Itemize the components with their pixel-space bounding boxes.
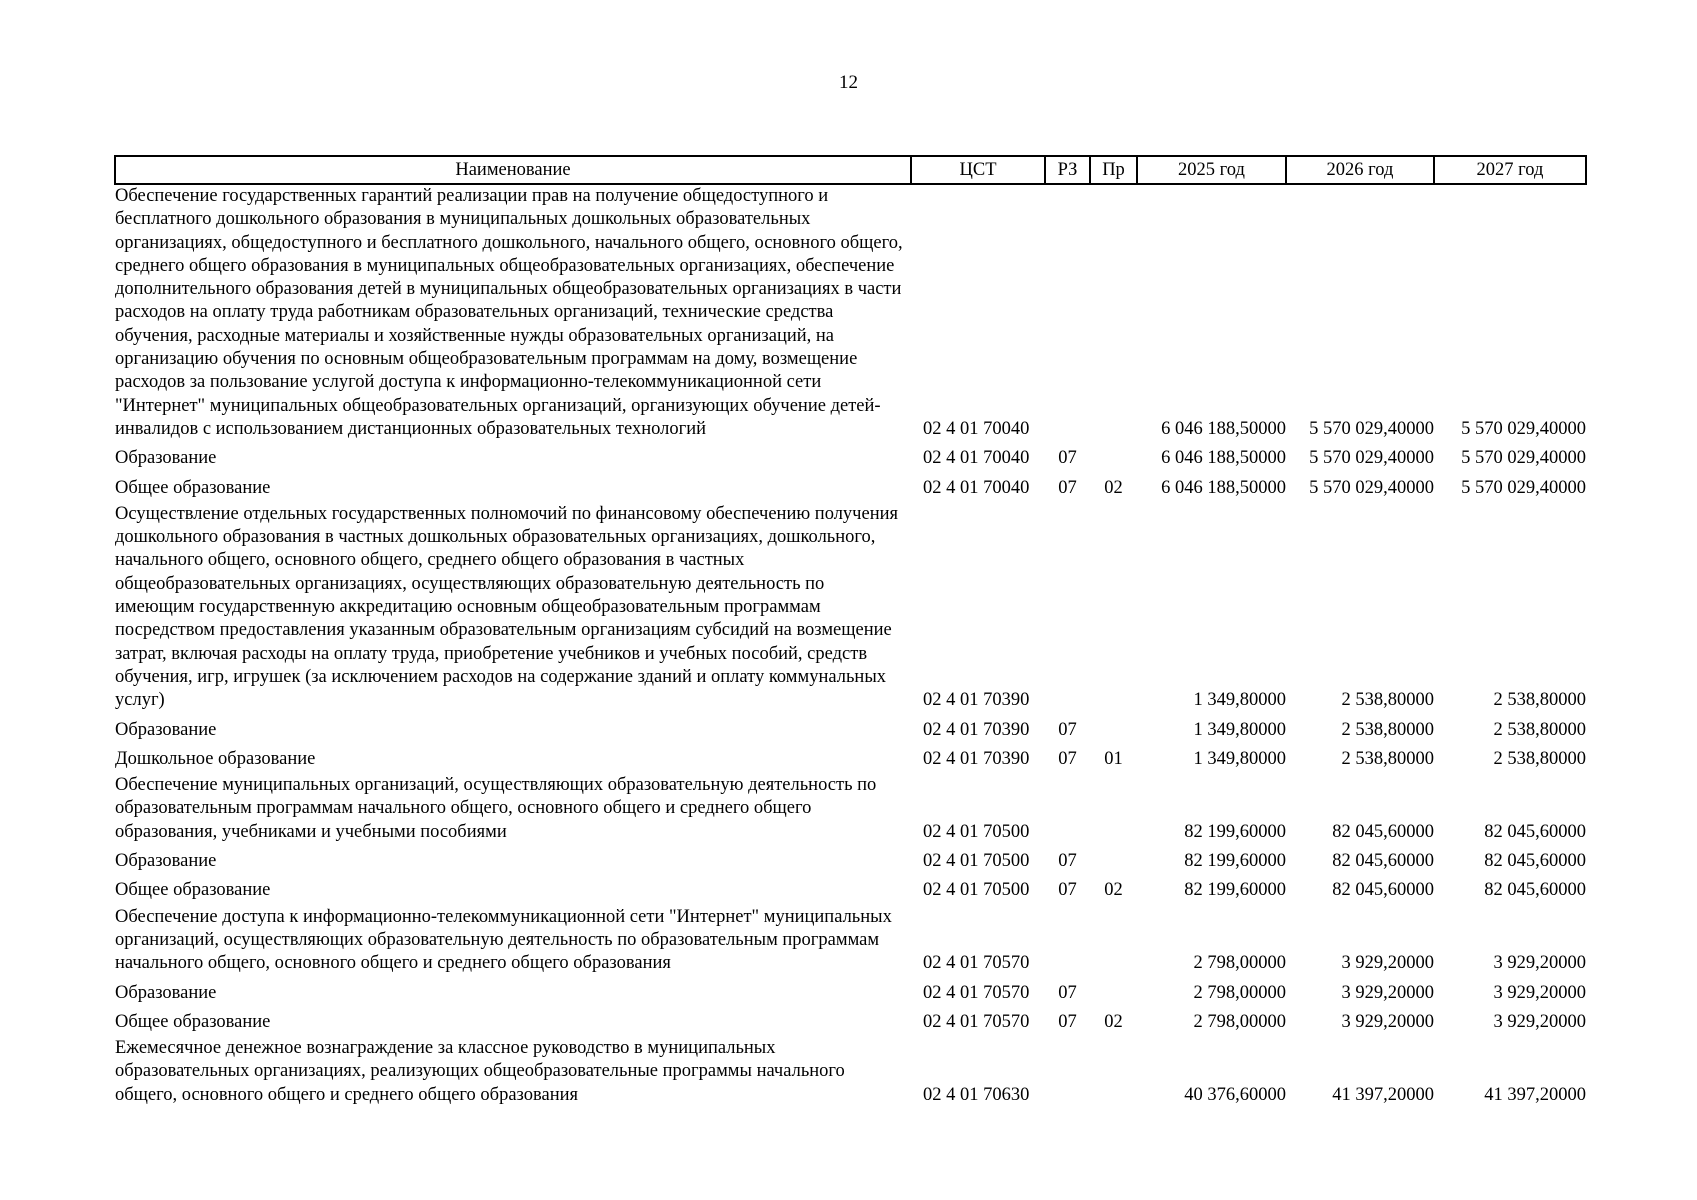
row-2025: 6 046 188,50000: [1161, 477, 1286, 498]
row-rz: 07: [1058, 477, 1077, 498]
row-2025: 82 199,60000: [1184, 851, 1286, 872]
table-row: [115, 876, 1586, 905]
header-rz: РЗ: [1045, 156, 1090, 184]
row-pr: [1090, 774, 1137, 847]
row-pr: [1090, 444, 1137, 473]
row-2027: 82 045,60000: [1484, 851, 1586, 872]
row-2025: 6 046 188,50000: [1161, 448, 1286, 469]
row-2025: 1 349,80000: [1193, 690, 1286, 711]
row-cst: 02 4 01 70040: [923, 418, 1030, 439]
row-cst: 02 4 01 70500: [923, 851, 1030, 872]
row-2026: 3 929,20000: [1341, 953, 1434, 974]
row-pr: [1090, 503, 1137, 716]
row-2025: 6 046 188,50000: [1161, 418, 1286, 439]
header-row: [115, 156, 1586, 184]
row-2025: 1 349,80000: [1193, 719, 1286, 740]
row-2026: 5 570 029,40000: [1309, 477, 1434, 498]
row-name: Ежемесячное денежное вознаграждение за классное руководство в муниципальных образовательных организациях, реализующих общеобразовательные программы начального общего, основного общего и среднего общего образования: [115, 1038, 845, 1105]
row-name: Обеспечение государственных гарантий реализации прав на получение общедоступного и бесплатного дошкольного образования в муниципальных дошкольных образовательных организациях, общедоступного и бесплатного дошкольного, начального общего, основного общего, среднего общего образования в муниципальных общеобразовательных организациях, обеспечение дополнительного образования детей в муниципальных общеобразовательных организациях в части расходов на оплату труда работникам образовательных организаций, технические средства обучения, расходные материалы и хозяйственные нужды образовательных организаций, на организацию обучения по основным общеобразовательным программам на дому, возмещение расходов за пользование услугой доступа к информационно-телекоммуникационной сети "Интернет" муниципальных общеобразовательных организаций, организующих обучение детей-инвалидов с использованием дистанционных образовательных технологий: [115, 186, 903, 439]
row-name: Общее образование: [115, 477, 271, 498]
page-number: 12: [839, 72, 858, 93]
row-cst: 02 4 01 70570: [923, 982, 1030, 1003]
table-row: [115, 444, 1586, 473]
row-2026: 82 045,60000: [1332, 880, 1434, 901]
row-name: Образование: [115, 851, 217, 872]
row-2025: 40 376,60000: [1184, 1084, 1286, 1105]
header-2027: 2027 год: [1434, 156, 1586, 184]
table-row: [115, 184, 1586, 444]
table-row: [115, 745, 1586, 774]
row-2027: 2 538,80000: [1493, 748, 1586, 769]
row-pr: 01: [1104, 748, 1123, 769]
row-2026: 3 929,20000: [1341, 1011, 1434, 1032]
row-cst: 02 4 01 70040: [923, 477, 1030, 498]
row-2026: 3 929,20000: [1341, 982, 1434, 1003]
row-name: Дошкольное образование: [115, 748, 316, 769]
row-cst: 02 4 01 70500: [923, 821, 1030, 842]
row-2027: 5 570 029,40000: [1461, 477, 1586, 498]
row-cst: 02 4 01 70040: [923, 448, 1030, 469]
row-2026: 2 538,80000: [1341, 690, 1434, 711]
row-rz: [1045, 906, 1090, 979]
row-2027: 82 045,60000: [1484, 821, 1586, 842]
header-name: Наименование: [115, 156, 911, 184]
row-2027: 3 929,20000: [1493, 1011, 1586, 1032]
row-cst: 02 4 01 70390: [923, 690, 1030, 711]
row-cst: 02 4 01 70630: [923, 1084, 1030, 1105]
row-pr: 02: [1104, 1011, 1123, 1032]
header-pr: Пр: [1090, 156, 1137, 184]
row-2025: 2 798,00000: [1193, 953, 1286, 974]
row-pr: 02: [1104, 880, 1123, 901]
row-cst: 02 4 01 70390: [923, 719, 1030, 740]
table-row: [115, 503, 1586, 716]
row-2027: 5 570 029,40000: [1461, 418, 1586, 439]
row-pr: [1090, 847, 1137, 876]
row-2025: 82 199,60000: [1184, 880, 1286, 901]
table-header: [115, 156, 1586, 184]
row-rz: [1045, 774, 1090, 847]
row-rz: 07: [1058, 748, 1077, 769]
row-name: Образование: [115, 719, 217, 740]
row-2027: 41 397,20000: [1484, 1084, 1586, 1105]
row-2027: 2 538,80000: [1493, 719, 1586, 740]
row-rz: 07: [1058, 1011, 1077, 1032]
row-2025: 82 199,60000: [1184, 821, 1286, 842]
row-pr: 02: [1104, 477, 1123, 498]
row-pr: [1090, 979, 1137, 1008]
row-2026: 2 538,80000: [1341, 719, 1434, 740]
row-rz: 07: [1058, 448, 1077, 469]
row-name: Образование: [115, 448, 217, 469]
row-rz: [1045, 184, 1090, 444]
row-cst: 02 4 01 70570: [923, 953, 1030, 974]
header-cst: ЦСТ: [911, 156, 1045, 184]
row-2027: 3 929,20000: [1493, 953, 1586, 974]
row-name: Общее образование: [115, 880, 271, 901]
row-rz: 07: [1058, 880, 1077, 901]
row-name: Осуществление отдельных государственных полномочий по финансовому обеспечению получения дошкольного образования в частных дошкольных образовательных организациях, дошкольного, начального общего, основного общего, среднего общего образования в частных общеобразовательных организациях, осуществляющих образовательную деятельность по имеющим государственную аккредитацию основным общеобразовательным программам посредством предоставления указанным образовательным организациям субсидий на возмещение затрат, включая расходы на оплату труда, приобретение учебников и учебных пособий, средств обучения, игр, игрушек (за исключением расходов на содержание зданий и оплату коммунальных услуг): [115, 503, 899, 711]
table-row: [115, 716, 1586, 745]
table-row: [115, 474, 1586, 503]
row-2026: 82 045,60000: [1332, 821, 1434, 842]
row-cst: 02 4 01 70570: [923, 1011, 1030, 1032]
row-2026: 82 045,60000: [1332, 851, 1434, 872]
row-name: Образование: [115, 982, 217, 1003]
table-row: [115, 906, 1586, 979]
row-pr: [1090, 1037, 1137, 1110]
header-2026: 2026 год: [1286, 156, 1434, 184]
row-pr: [1090, 184, 1137, 444]
header-2025: 2025 год: [1137, 156, 1286, 184]
row-name: Общее образование: [115, 1011, 271, 1032]
row-2026: 5 570 029,40000: [1309, 418, 1434, 439]
row-rz: [1045, 1037, 1090, 1110]
row-2025: 2 798,00000: [1193, 1011, 1286, 1032]
row-2026: 5 570 029,40000: [1309, 448, 1434, 469]
budget-table: [114, 155, 1587, 1110]
table-row: [115, 774, 1586, 847]
row-2026: 41 397,20000: [1332, 1084, 1434, 1105]
table-row: [115, 847, 1586, 876]
row-2025: 1 349,80000: [1193, 748, 1286, 769]
row-2027: 2 538,80000: [1493, 690, 1586, 711]
table-row: [115, 1008, 1586, 1037]
row-2027: 5 570 029,40000: [1461, 448, 1586, 469]
row-cst: 02 4 01 70500: [923, 880, 1030, 901]
row-pr: [1090, 716, 1137, 745]
row-rz: 07: [1058, 719, 1077, 740]
row-name: Обеспечение доступа к информационно-телекоммуникационной сети "Интернет" муниципальных организаций, осуществляющих образовательную деятельность по образовательным программам начального общего, основного общего и среднего общего образования: [115, 906, 892, 974]
row-2027: 3 929,20000: [1493, 982, 1586, 1003]
table-body: [115, 184, 1586, 1110]
table-row: [115, 979, 1586, 1008]
row-pr: [1090, 906, 1137, 979]
row-cst: 02 4 01 70390: [923, 748, 1030, 769]
row-2025: 2 798,00000: [1193, 982, 1286, 1003]
table-row: [115, 1037, 1586, 1110]
row-name: Обеспечение муниципальных организаций, осуществляющих образовательную деятельность по образовательным программам начального общего, основного общего и среднего общего образования, учебниками и учебными пособиями: [115, 775, 877, 842]
row-rz: [1045, 503, 1090, 716]
row-2026: 2 538,80000: [1341, 748, 1434, 769]
row-2027: 82 045,60000: [1484, 880, 1586, 901]
row-rz: 07: [1058, 851, 1077, 872]
row-rz: 07: [1058, 982, 1077, 1003]
